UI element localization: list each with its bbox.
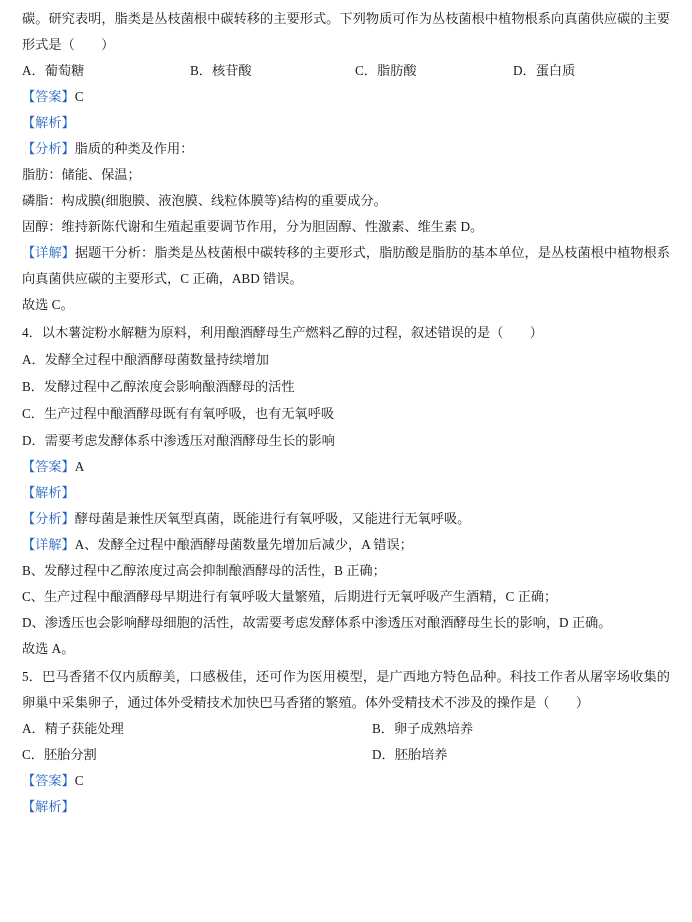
analysis-subtag: 【分析】 <box>22 511 75 526</box>
question-4-analysis-tag <box>22 480 670 506</box>
question-5-options-row-2 <box>22 742 670 768</box>
analysis-text: 脂质的种类及作用： <box>74 141 194 156</box>
answer-value: A <box>74 459 85 474</box>
option-c[interactable]: C．胚胎分割 <box>22 747 97 762</box>
detail-tag: 【详解】 <box>22 537 75 552</box>
question-4-option-b[interactable]: B．发酵过程中乙醇浓度会影响酿酒酵母的活性 <box>22 379 295 394</box>
question-3-analysis-tag <box>22 110 670 136</box>
question-5-options-row-1 <box>22 716 670 742</box>
option-d[interactable]: D．蛋白质 <box>513 63 576 78</box>
analysis-tag: 【解析】 <box>22 799 75 814</box>
question-5-answer <box>22 768 670 794</box>
detail-text: A、发酵全过程中酿酒酵母菌数量先增加后减少，A 错误； <box>74 537 413 552</box>
analysis-tag: 【解析】 <box>22 115 75 130</box>
question-4-analysis <box>22 506 670 532</box>
question-4-stem: 4．以木薯淀粉水解糖为原料，利用酿酒酵母生产燃料乙醇的过程，叙述错误的是（ ） <box>22 325 543 340</box>
answer-tag: 【答案】 <box>22 773 75 788</box>
question-5-stem: 5．巴马香猪不仅内质醇美，口感极佳，还可作为医用模型，是广西地方特色品种。科技工作者从屠宰场收集的卵巢中采集卵子，通过体外受精技术加快巴马香猪的繁殖。体外受精技术不涉及的操作是（ ） <box>22 669 670 710</box>
answer-tag: 【答案】 <box>22 89 75 104</box>
question-4-detail-a <box>22 532 670 558</box>
option-a[interactable]: A．葡萄糖 <box>22 63 85 78</box>
answer-value: C <box>74 89 84 104</box>
question-3-answer <box>22 84 670 110</box>
question-3-analysis-phospholipid: 磷脂：构成膜(细胞膜、液泡膜、线粒体膜等)结构的重要成分。 <box>22 193 387 208</box>
option-c[interactable]: C．脂肪酸 <box>355 63 417 78</box>
question-3-analysis-intro <box>22 136 670 162</box>
question-4-detail-d: D、渗透压也会影响酵母细胞的活性，故需要考虑发酵体系中渗透压对酿酒酵母生长的影响，D 正确。 <box>22 615 612 630</box>
question-4-answer <box>22 454 670 480</box>
answer-tag: 【答案】 <box>22 459 75 474</box>
option-b[interactable]: B．核苷酸 <box>190 63 252 78</box>
question-4-conclusion: 故选 A。 <box>22 641 75 656</box>
question-4-option-c[interactable]: C．生产过程中酿酒酵母既有有氧呼吸，也有无氧呼吸 <box>22 406 335 421</box>
analysis-text: 酵母菌是兼性厌氧型真菌，既能进行有氧呼吸，又能进行无氧呼吸。 <box>74 511 471 526</box>
question-3-analysis-sterol: 固醇：维持新陈代谢和生殖起重要调节作用，分为胆固醇、性激素、维生素 D。 <box>22 219 484 234</box>
question-4-option-a[interactable]: A．发酵全过程中酿酒酵母菌数量持续增加 <box>22 352 269 367</box>
question-5-analysis-tag <box>22 794 670 820</box>
detail-tag: 【详解】 <box>22 245 75 260</box>
question-4-detail-c: C、生产过程中酿酒酵母早期进行有氧呼吸大量繁殖，后期进行无氧呼吸产生酒精，C 正确； <box>22 589 558 604</box>
analysis-subtag: 【分析】 <box>22 141 75 156</box>
question-3-conclusion: 故选 C。 <box>22 297 74 312</box>
detail-text: 据题干分析：脂类是丛枝菌根中碳转移的主要形式，脂肪酸是脂肪的基本单位，是丛枝菌根中植物根系向真菌供应碳的主要形式，C 正确，ABD 错误。 <box>22 245 671 286</box>
option-b[interactable]: B．卵子成熟培养 <box>372 721 474 736</box>
question-4-detail-b: B、发酵过程中乙醇浓度过高会抑制酿酒酵母的活性，B 正确； <box>22 563 386 578</box>
question-3-stem-continued: 碳。研究表明，脂类是丛枝菌根中碳转移的主要形式。下列物质可作为丛枝菌根中植物根系向真菌供应碳的主要形式是（ ） <box>22 11 670 52</box>
question-4-option-d[interactable]: D．需要考虑发酵体系中渗透压对酿酒酵母生长的影响 <box>22 433 335 448</box>
question-3-analysis-fat: 脂肪：储能、保温； <box>22 167 141 182</box>
question-3-detailed-explanation <box>22 240 670 292</box>
option-d[interactable]: D．胚胎培养 <box>372 747 448 762</box>
question-3-options <box>22 58 670 84</box>
analysis-tag: 【解析】 <box>22 485 75 500</box>
answer-value: C <box>74 773 84 788</box>
option-a[interactable]: A．精子获能处理 <box>22 721 124 736</box>
